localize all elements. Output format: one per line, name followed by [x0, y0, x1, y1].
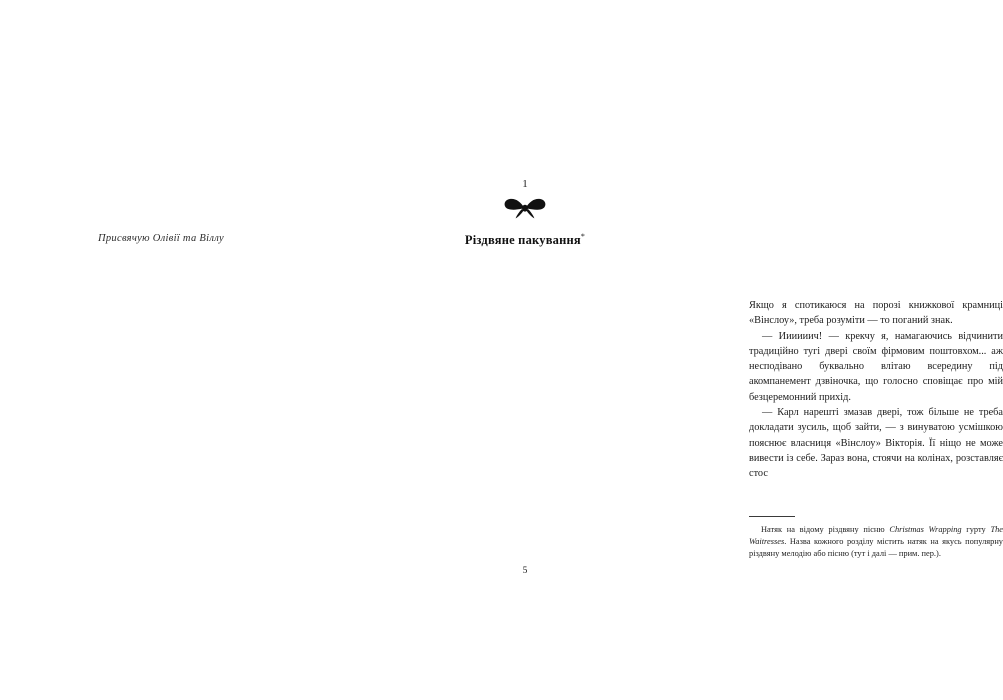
page-number: 5 — [522, 566, 528, 576]
body-paragraph: — Карл нарешті змазав двері, тож більше не треба докладати зусиль, щоб зайти, — з винуватою усмішкою пояснює власниця «Вінслоу» Вікторія. Її ніщо не може вивести із себе. Зараз вона, стоячи на колінах, розставляє стос — [749, 407, 1003, 480]
chapter-title-footnote-marker: * — [580, 232, 586, 241]
footnote-part-2: гурту — [961, 525, 991, 534]
body-paragraph: Якщо я спотикаюся на порозі книжкової крамниці «Вінслоу», треба розуміти — то поганий знак. — [749, 300, 1003, 327]
footnote-part-3: . Назва кожного розділу містить натяк на якусь популярну різдвяну мелодію або пісню (тут і далі — прим. пер.). — [749, 537, 1003, 559]
dedication-text: Присвячую Олівії та Віллу — [98, 233, 224, 244]
bow-icon — [350, 196, 700, 222]
chapter-number: 1 — [522, 178, 528, 190]
chapter-title-text: Різдвяне пакування — [464, 233, 581, 248]
body-paragraph: — Иииииич! — крекчу я, намагаючись відчинити традиційно тугі двері своїм фірмовим поштовхом... аж несподівано буквально влітаю всередину під акомпанемент дзвіночка, що голосно сповіщає про мій безцеремонний прихід. — [749, 330, 1003, 403]
verso-page — [0, 0, 350, 700]
footnote-italic-band: The Waitresses — [749, 525, 1003, 547]
footnote-italic-song: Christmas Wrapping — [889, 525, 962, 534]
recto-page — [350, 0, 1003, 700]
chapter-body — [749, 298, 1003, 482]
footnote-part-1: Натяк на відому різдвяну пісню — [761, 525, 890, 534]
footnote-text — [749, 524, 1003, 561]
chapter-title — [350, 232, 700, 248]
footnote-divider — [749, 516, 795, 517]
